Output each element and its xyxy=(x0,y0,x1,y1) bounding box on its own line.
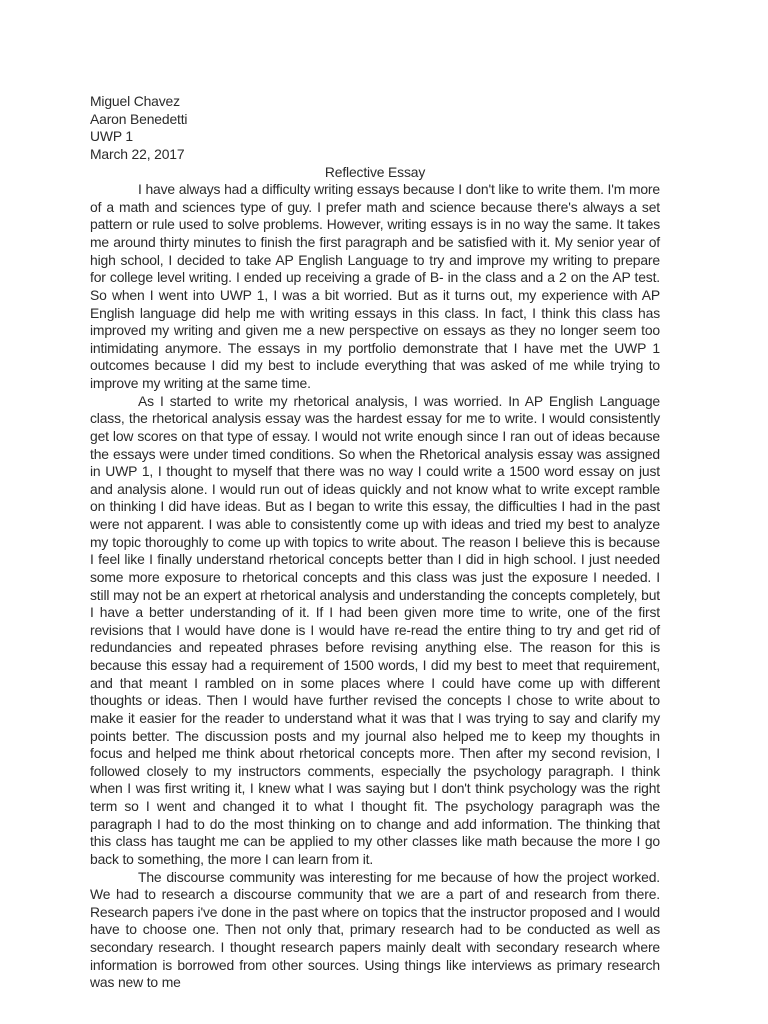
essay-date: March 22, 2017 xyxy=(90,145,185,162)
instructor-name: Aaron Benedetti xyxy=(90,110,188,127)
author-name: Miguel Chavez xyxy=(90,93,180,109)
paragraph-2: As I started to write my rhetorical analysis, I was worried. In AP English Language class, the rhetorical analysis essay was the hardest essay for me to write. I would consistently get low scores on that type of essay. I would not write enough since I ran out of ideas because the essays were under timed conditions. So when the Rhetorical analysis essay was assigned in UWP 1, I thought to myself that there was no way I could write a 1500 word essay on just and analysis alone. I would run out of ideas quickly and not know what to write except ramble on thinking I did have ideas. But as I began to write this essay, the difficulties I had in the past were not apparent. I was able to consistently come up with ideas and tried my best to analyze my topic thoroughly to come up with topics to write about. The reason I believe this is because I feel like I finally understand rhetorical concepts better than I did in high school. I just needed some more exposure to rhetorical concepts and this class was just the exposure I needed. I still may not be an expert at rhetorical analysis and understanding the concepts completely, but I have a better understanding of it. If I had been given more time to write, one of the first revisions that I would have done is I would have re-read the entire thing to try and get rid of redundancies and repeated phrases before revising anything else. The reason for this is because this essay had a requirement of 1500 words, I did my best to meet that requirement, and that meant I rambled on in some places where I could have come up with different thoughts or ideas. Then I would have further revised the concepts I chose to write about to make it easier for the reader to understand what it was that I was trying to say and clarify my points better. The discussion posts and my journal also helped me to keep my thoughts in focus and helped me think about rhetorical concepts more. Then after my second revision, I followed closely to my instructors comments, especially the psychology paragraph. I think when I was first writing it, I knew what I was saying but I don't think psychology was the right term so I went and changed it to what I thought fit. The psychology paragraph was the paragraph I had to do the most thinking on to change and add information. The thinking that this class has taught me can be applied to my other classes like math because the more I go back to something, the more I can learn from it. xyxy=(90,392,660,867)
essay-title: Reflective Essay xyxy=(324,163,426,180)
paragraph-1: I have always had a difficulty writing essays because I don't like to write them. I'm more of a math and sciences type of guy. I prefer math and science because there's always a set pattern or rule used to solve problems. However, writing essays is in no way the same. It takes me around thirty minutes to finish the first paragraph and be satisfied with it. My senior year of high school, I decided to take AP English Language to try and improve my writing to prepare for college level writing. I ended up receiving a grade of B- in the class and a 2 on the AP test. So when I went into UWP 1, I was a bit worried. But as it turns out, my experience with AP English language did help me with writing essays in this class. In fact, I think this class has improved my writing and given me a new perspective on essays as they no longer seem too intimidating anymore. The essays in my portfolio demonstrate that I have met the UWP 1 outcomes because I did my best to include everything that was asked of me while trying to improve my writing at the same time. xyxy=(90,181,660,391)
essay-body xyxy=(90,93,660,992)
paragraph-3: The discourse community was interesting for me because of how the project worked. We had to research a discourse community that we are a part of and research from there. Research papers i've done in the past where on topics that the instructor proposed and I would have to choose one. Then not only that, primary research had to be conducted as well as secondary research. I thought research papers mainly dealt with secondary research where information is borrowed from other sources. Using things like interviews as primary research was new to me xyxy=(90,868,660,991)
course-name: UWP 1 xyxy=(90,128,133,145)
